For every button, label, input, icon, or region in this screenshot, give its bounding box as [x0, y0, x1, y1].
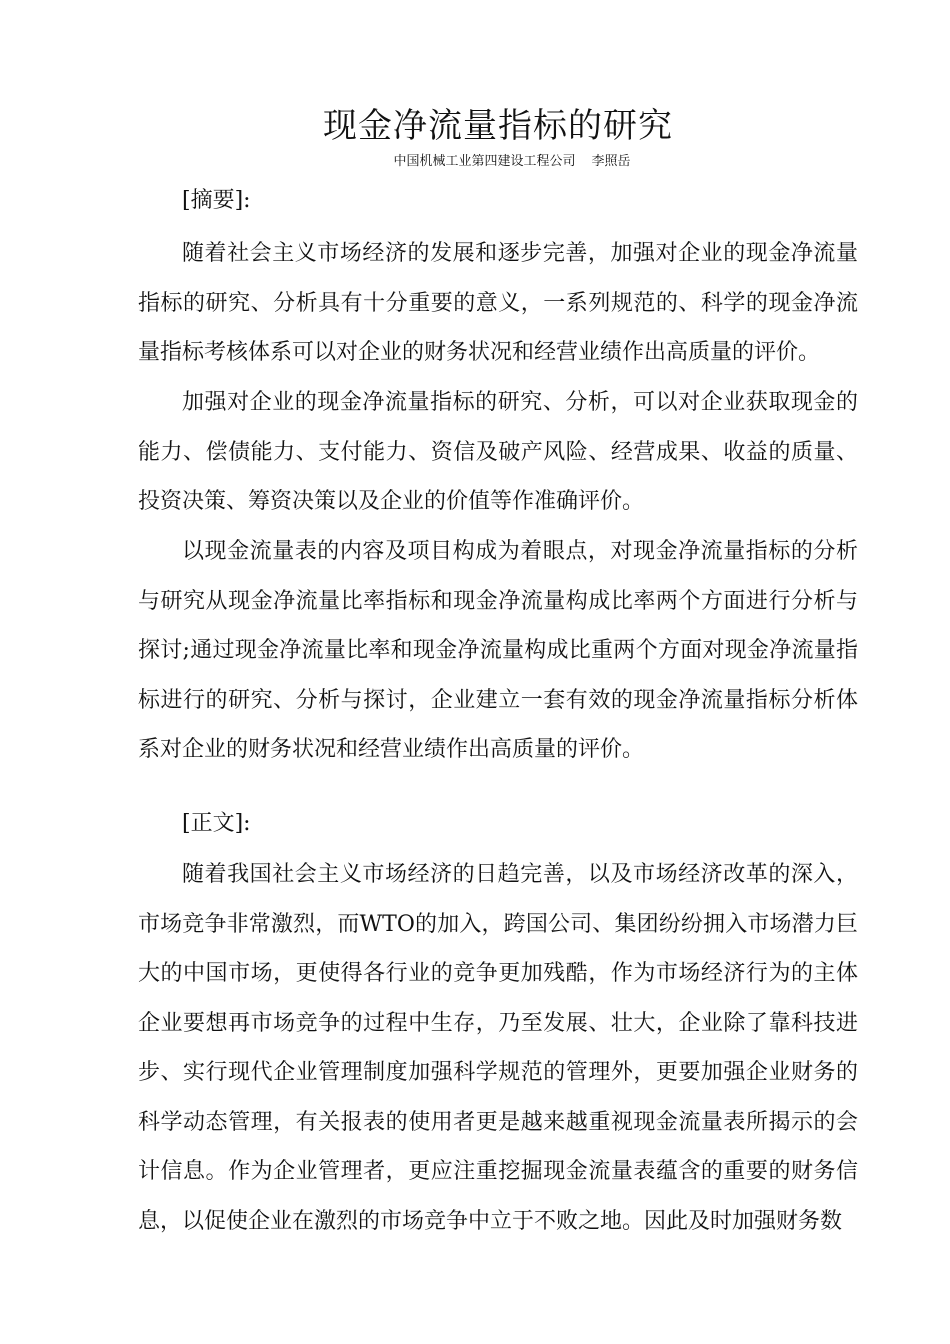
abstract-paragraph: 以现金流量表的内容及项目构成为着眼点，对现金净流量指标的分析与研究从现金净流量比率指标和现金净流量构成比率两个方面进行分析与探讨;通过现金净流量比率和现金净流量构成比重两个方面对现金净流量指标进行的研究、分析与探讨，企业建立一套有效的现金净流量指标分析体系对企业的财务状况和经营业绩作出高质量的评价。	[138, 539, 858, 762]
abstract-paragraph: 随着社会主义市场经济的发展和逐步完善，加强对企业的现金净流量指标的研究、分析具有十分重要的意义，一系列规范的、科学的现金净流量指标考核体系可以对企业的财务状况和经营业绩作出高质量的评价。	[138, 241, 858, 365]
author-name: 李照岳	[591, 154, 631, 169]
author-organization: 中国机械工业第四建设工程公司	[393, 154, 576, 169]
author-byline	[0, 152, 950, 172]
document-title: 现金净流量指标的研究	[323, 106, 673, 146]
abstract-label: [摘要]:	[182, 188, 251, 213]
abstract-paragraph: 加强对企业的现金净流量指标的研究、分析，可以对企业获取现金的能力、偿债能力、支付能力、资信及破产风险、经营成果、收益的质量、投资决策、筹资决策以及企业的价值等作准确评价。	[138, 390, 858, 514]
body-paragraph: 随着我国社会主义市场经济的日趋完善，以及市场经济改革的深入，市场竞争非常激烈，而WTO的加入，跨国公司、集团纷纷拥入市场潜力巨大的中国市场，更使得各行业的竞争更加残酷，作为市场经济行为的主体企业要想再市场竞争的过程中生存，乃至发展、壮大，企业除了靠科技进步、实行现代企业管理制度加强科学规范的管理外，更要加强企业财务的科学动态管理，有关报表的使用者更是越来越重视现金流量表所揭示的会计信息。作为企业管理者，更应注重挖掘现金流量表蕴含的重要的财务信息，以促使企业在激烈的市场竞争中立于不败之地。因此及时加强财务数	[138, 862, 858, 1234]
body-label: [正文]:	[182, 811, 251, 836]
